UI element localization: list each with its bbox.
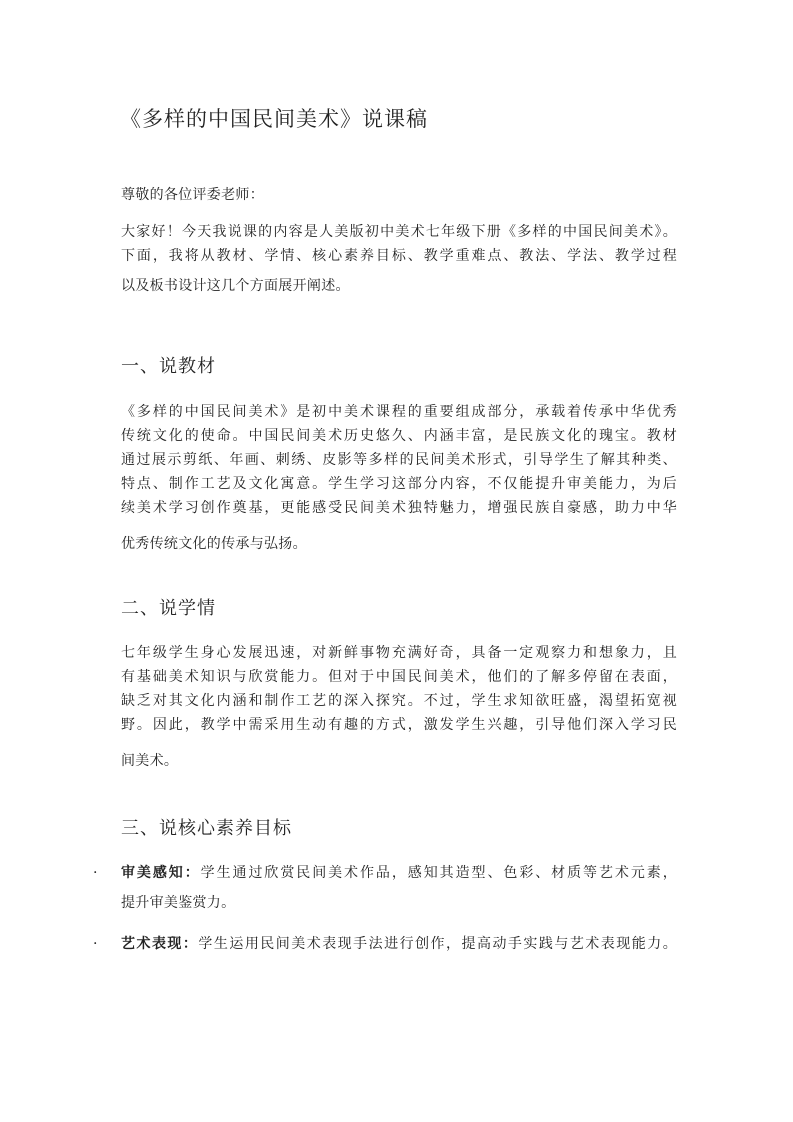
list-bullet: . (93, 932, 98, 948)
list-item-text: 学生通过欣赏民间美术作品，感知其造型、色彩、材质等艺术元素， (200, 865, 677, 881)
section-heading-textbook: 一、说教材 (121, 356, 216, 377)
intro-line: 下面，我将从教材、学情、核心素养目标、教学重难点、教法、学法、教学过程 (121, 248, 677, 264)
greeting-line: 尊敬的各位评委老师： (121, 187, 264, 203)
paragraph-line: 特点、制作工艺及文化寓意。学生学习这部分内容，不仅能提升审美能力，为后 (121, 476, 677, 492)
paragraph-line: 传统文化的使命。中国民间美术历史悠久、内涵丰富，是民族文化的瑰宝。教材 (121, 428, 677, 444)
list-item-text: 学生运用民间美术表现手法进行创作，提高动手实践与艺术表现能力。 (198, 936, 677, 952)
paragraph-line: 优秀传统文化的传承与弘扬。 (121, 536, 307, 552)
list-item-expression (121, 932, 677, 956)
list-bullet: . (93, 861, 98, 877)
paragraph-line: 通过展示剪纸、年画、刺绣、皮影等多样的民间美术形式，引导学生了解其种类、 (121, 452, 677, 468)
intro-paragraph (121, 220, 677, 298)
paragraph-line: 七年级学生身心发展迅速，对新鲜事物充满好奇，具备一定观察力和想象力，且 (121, 645, 677, 661)
paragraph-line: 《多样的中国民间美术》是初中美术课程的重要组成部分，承载着传承中华优秀 (121, 404, 677, 420)
list-item-continuation: 提升审美鉴赏力。 (121, 895, 236, 911)
greeting (121, 183, 677, 207)
paragraph-line: 有基础美术知识与欣赏能力。但对于中国民间美术，他们的了解多停留在表面， (121, 669, 677, 685)
list-item-label: 审美感知： (121, 865, 201, 881)
section-heading-goals: 三、说核心素养目标 (121, 818, 292, 839)
paragraph-line: 野。因此，教学中需采用生动有趣的方式，激发学生兴趣，引导他们深入学习民 (121, 717, 677, 733)
list-item-aesthetic (121, 861, 677, 915)
paragraph-line: 续美术学习创作奠基，更能感受民间美术独特魅力，增强民族自豪感，助力中华 (121, 500, 677, 516)
section-paragraph-textbook (121, 400, 677, 556)
section-paragraph-learners (121, 641, 677, 773)
list-item-label: 艺术表现： (121, 936, 199, 952)
section-heading-learners: 二、说学情 (121, 598, 216, 619)
list-item-line (121, 861, 677, 885)
intro-line: 以及板书设计这几个方面展开阐述。 (121, 278, 350, 294)
list-item-line (121, 932, 677, 956)
paragraph-line: 间美术。 (121, 753, 179, 769)
intro-line: 大家好！今天我说课的内容是人美版初中美术七年级下册《多样的中国民间美术》。 (121, 224, 677, 240)
document-title: 《多样的中国民间美术》说课稿 (120, 107, 428, 131)
paragraph-line: 缺乏对其文化内涵和制作工艺的深入探究。不过，学生求知欲旺盛，渴望拓宽视 (121, 693, 677, 709)
